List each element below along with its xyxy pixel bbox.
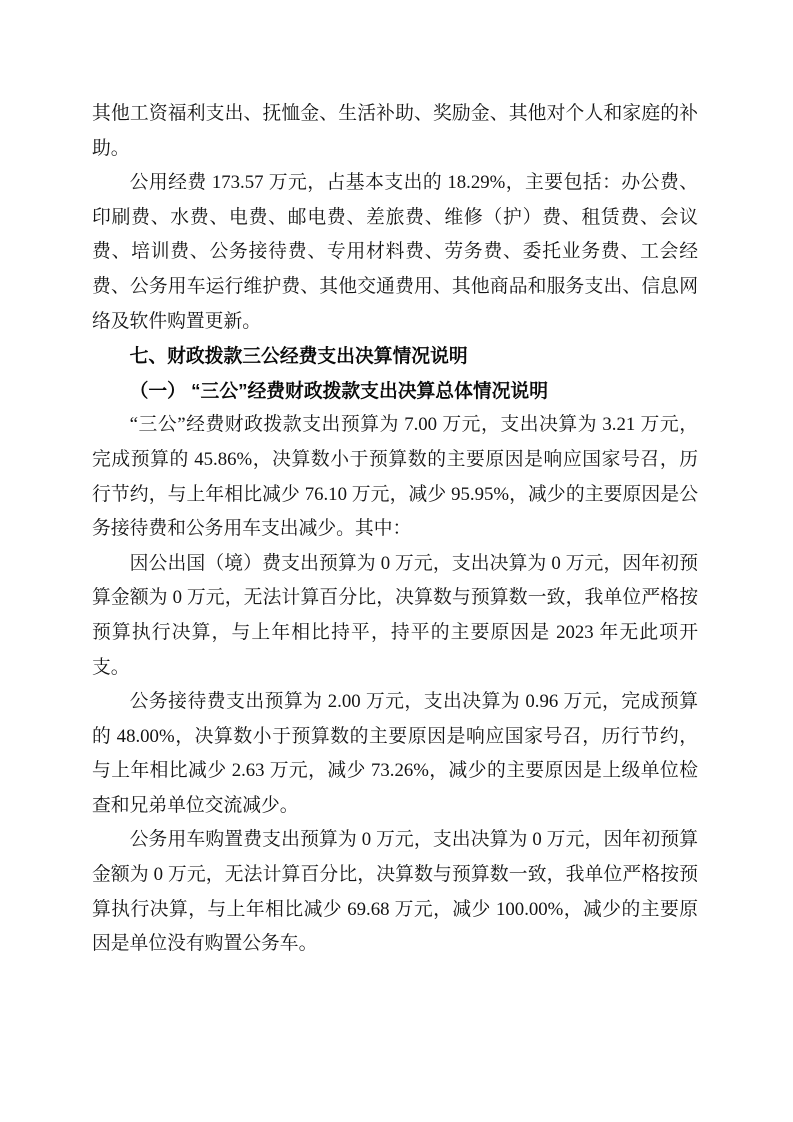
heading-subsection-one: （一） “三公”经费财政拨款支出决算总体情况说明 [129,379,548,401]
paragraph-overseas-trips: 因公出国（境）费支出预算为 0 万元，支出决算为 0 万元，因年初预算金额为 0 万元，无法计算百分比，决算数与预算数一致，我单位严格按预算执行决算，与上年相比持平，持平的主要原因是 2023 年无此项开支。 [92,552,698,678]
paragraph-public-expense: 公用经费 173.57 万元，占基本支出的 18.29%，主要包括：办公费、印刷费、水费、电费、邮电费、差旅费、维修（护）费、租赁费、会议费、培训费、公务接待费、专用材料费、劳务费、委托业务费、工会经费、公务用车运行维护费、其他交通费用、其他商品和服务支出、信息网络及软件购置更新。 [92,172,698,332]
heading-section-seven: 七、财政拨款三公经费支出决算情况说明 [129,345,468,367]
paragraph-benefits-continuation: 其他工资福利支出、抚恤金、生活补助、奖励金、其他对个人和家庭的补助。 [92,103,698,159]
paragraph-three-public-overview: “三公”经费财政拨款支出预算为 7.00 万元，支出决算为 3.21 万元，完成预算的 45.86%，决算数小于预算数的主要原因是响应国家号召，历行节约，与上年相比减少 76.10 万元，减少 95.95%，减少的主要原因是公务接待费和公务用车支出减少。其中： [92,414,698,540]
paragraph-official-reception: 公务接待费支出预算为 2.00 万元，支出决算为 0.96 万元，完成预算的 48.00%，决算数小于预算数的主要原因是响应国家号召，历行节约，与上年相比减少 2.63 万元，减少 73.26%，减少的主要原因是上级单位检查和兄弟单位交流减少。 [92,691,698,816]
document-text-block [92,97,698,962]
paragraph-vehicle-purchase: 公务用车购置费支出预算为 0 万元，支出决算为 0 万元，因年初预算金额为 0 万元，无法计算百分比，决算数与预算数一致，我单位严格按预算执行决算，与上年相比减少 69.68 万元，减少 100.00%，减少的主要原因是单位没有购置公务车。 [92,829,698,955]
